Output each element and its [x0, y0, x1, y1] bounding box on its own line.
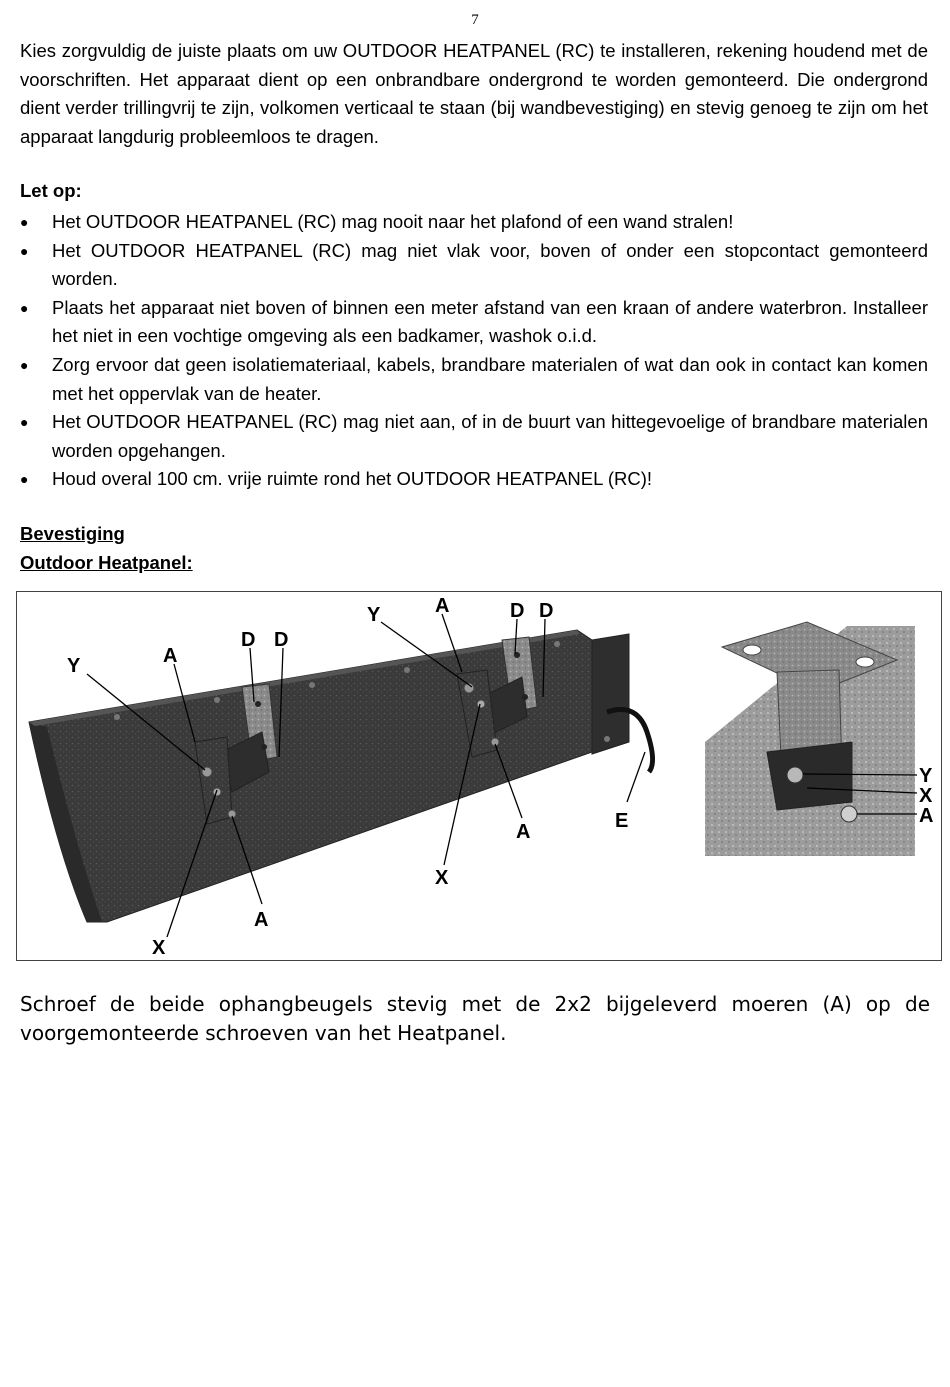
- warning-list: [20, 208, 928, 494]
- label-a: A: [516, 821, 531, 843]
- label-y: Y: [919, 765, 933, 787]
- section-heading-bevestiging: Bevestiging: [20, 523, 125, 544]
- label-d: D: [274, 629, 289, 651]
- bullet-icon: ●: [20, 356, 29, 373]
- bullet-icon: ●: [20, 471, 29, 488]
- heatpanel-body: [29, 630, 629, 922]
- warning-text: Het OUTDOOR HEATPANEL (RC) mag niet vlak voor, boven of onder een stopcontact gemonteerd worden.: [52, 239, 928, 290]
- section-heading-heatpanel: Outdoor Heatpanel:: [20, 552, 193, 573]
- warning-text: Zorg ervoor dat geen isolatiemateriaal, kabels, brandbare materialen of wat dan ook in contact kan komen met het oppervlak van de heater.: [52, 353, 928, 404]
- label-e: E: [615, 810, 629, 832]
- label-x: X: [435, 867, 449, 889]
- label-a: A: [163, 645, 178, 667]
- warning-text: Houd overal 100 cm. vrije ruimte rond het OUTDOOR HEATPANEL (RC)!: [52, 468, 653, 490]
- label-y: Y: [367, 604, 381, 626]
- warning-text: Het OUTDOOR HEATPANEL (RC) mag niet aan, of in de buurt van hittegevoelige of brandbare materialen worden opgehangen.: [52, 411, 928, 461]
- bullet-icon: ●: [20, 242, 29, 259]
- heatpanel-illustration: [17, 592, 941, 960]
- page-number: 7: [471, 12, 479, 28]
- bullet-icon: ●: [20, 299, 29, 316]
- list-item: [20, 408, 928, 465]
- label-x: X: [152, 937, 166, 959]
- label-y: Y: [67, 655, 81, 677]
- mounting-figure: [16, 591, 942, 961]
- figure-caption: Schroef de beide ophangbeugels stevig met de 2x2 bijgeleverd moeren (A) op de voorgemonteerde schroeven van het Heatpanel.: [20, 992, 930, 1045]
- warning-title: Let op:: [20, 180, 82, 201]
- list-item: [20, 294, 928, 351]
- bullet-icon: ●: [20, 414, 29, 431]
- label-a: A: [919, 805, 934, 827]
- list-item: [20, 237, 928, 294]
- warning-text: Plaats het apparaat niet boven of binnen een meter afstand van een kraan of andere waterbron. Installeer het niet in een vochtige omgeving als een badkamer, washok o.i.d.: [52, 296, 928, 347]
- label-a: A: [254, 909, 269, 931]
- list-item: [20, 351, 928, 408]
- label-a: A: [435, 595, 450, 617]
- bullet-icon: ●: [20, 214, 29, 230]
- list-item: [20, 465, 928, 494]
- label-d: D: [539, 600, 554, 622]
- label-x: X: [919, 785, 933, 807]
- label-d: D: [241, 629, 256, 651]
- bracket-detail-photo: [705, 622, 933, 856]
- label-d: D: [510, 600, 525, 622]
- list-item: [20, 208, 928, 237]
- intro-paragraph: Kies zorgvuldig de juiste plaats om uw OUTDOOR HEATPANEL (RC) te installeren, rekening houdend met de voorschriften. Het apparaat dient op een onbrandbare ondergrond te worden gemonteerd. Die ondergrond dient verder trillingvrij te zijn, volkomen verticaal te staan (bij wandbevestiging) en stevig genoeg te zijn om het apparaat langdurig probleemloos te dragen.: [20, 40, 928, 147]
- warning-text: Het OUTDOOR HEATPANEL (RC) mag nooit naar het plafond of een wand stralen!: [52, 211, 734, 232]
